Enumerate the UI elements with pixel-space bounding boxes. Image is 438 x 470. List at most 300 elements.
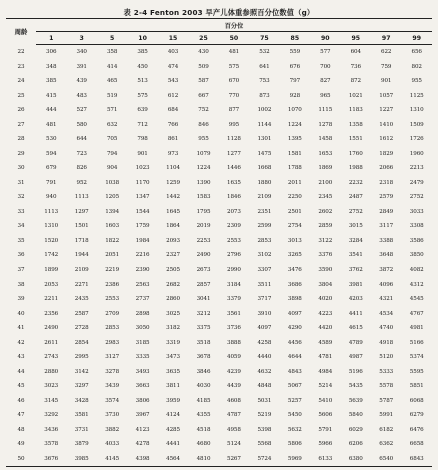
value-cell: 3561 — [227, 310, 241, 317]
value-cell: 3762 — [348, 266, 363, 273]
table-row — [6, 263, 432, 278]
week-cell: 46 — [17, 397, 25, 404]
value-cell: 3581 — [74, 412, 89, 419]
value-cell: 3882 — [105, 426, 120, 433]
value-cell: 4615 — [348, 325, 363, 332]
week-cell: 45 — [17, 383, 25, 390]
value-cell: 3013 — [287, 237, 302, 244]
value-cell: 3388 — [379, 237, 394, 244]
table-row — [6, 451, 432, 466]
value-cell: 5966 — [318, 441, 333, 448]
table-row — [6, 379, 432, 394]
value-cell: 4285 — [166, 426, 180, 433]
value-cell: 3025 — [166, 310, 180, 317]
table-row — [6, 89, 432, 104]
value-cell: 1446 — [227, 165, 241, 172]
value-cell: 2386 — [105, 281, 120, 288]
value-cell: 2682 — [166, 281, 180, 288]
value-cell: 612 — [167, 92, 179, 99]
value-cell: 5969 — [287, 455, 302, 462]
value-cell: 5787 — [379, 397, 394, 404]
value-cell: 4440 — [257, 354, 272, 361]
value-cell: 2109 — [74, 266, 89, 273]
value-cell: 575 — [137, 92, 148, 99]
value-cell: 5067 — [287, 383, 302, 390]
value-cell: 6029 — [348, 426, 363, 433]
value-cell: 3511 — [257, 281, 272, 288]
percentile-header: 97 — [371, 32, 401, 45]
percentile-header: 25 — [188, 32, 218, 45]
value-cell: 2109 — [257, 194, 272, 201]
value-cell: 2579 — [379, 194, 394, 201]
value-cell: 2253 — [196, 237, 211, 244]
value-cell: 3375 — [196, 325, 211, 332]
value-cell: 798 — [137, 136, 148, 143]
week-cell: 27 — [17, 121, 25, 128]
value-cell: 543 — [167, 78, 179, 85]
value-cell: 2860 — [166, 296, 180, 303]
value-cell: 5333 — [379, 368, 394, 375]
value-cell: 2051 — [105, 252, 120, 259]
value-cell: 5632 — [287, 426, 302, 433]
week-cell: 50 — [17, 455, 25, 462]
value-cell: 3335 — [135, 354, 150, 361]
value-cell: 4278 — [135, 441, 150, 448]
value-cell: 2490 — [44, 325, 59, 332]
value-cell: 340 — [76, 49, 87, 56]
value-cell: 1079 — [196, 150, 211, 157]
week-cell: 24 — [17, 78, 25, 85]
value-cell: 2553 — [105, 296, 120, 303]
value-cell: 3307 — [257, 266, 272, 273]
value-cell: 2345 — [318, 194, 333, 201]
value-cell: 1726 — [409, 136, 424, 143]
value-cell: 1227 — [379, 107, 394, 114]
value-cell: 1021 — [348, 92, 363, 99]
percentile-table — [6, 18, 432, 467]
value-cell: 641 — [259, 63, 270, 70]
value-cell: 604 — [350, 49, 361, 56]
value-cell: 1899 — [44, 266, 59, 273]
value-cell: 513 — [137, 78, 148, 85]
value-cell: 3182 — [166, 325, 180, 332]
percentile-header: 1 — [36, 32, 66, 45]
value-cell: 2853 — [105, 325, 120, 332]
value-cell: 5257 — [287, 397, 302, 404]
value-cell: 1520 — [44, 237, 59, 244]
percentile-header: 15 — [158, 32, 188, 45]
value-cell: 1653 — [318, 150, 333, 157]
header-row-percentiles — [6, 32, 432, 45]
value-cell: 3635 — [166, 368, 180, 375]
value-cell: 3376 — [318, 252, 333, 259]
value-cell: 5724 — [257, 455, 272, 462]
value-cell: 348 — [46, 63, 57, 70]
value-cell: 1277 — [227, 150, 241, 157]
value-cell: 759 — [381, 63, 392, 70]
value-cell: 4518 — [196, 426, 211, 433]
table-row — [6, 219, 432, 234]
value-cell: 444 — [46, 107, 57, 114]
value-cell: 2849 — [379, 208, 394, 215]
value-cell: 1501 — [74, 223, 89, 230]
value-cell: 5214 — [318, 383, 333, 390]
value-cell: 509 — [198, 63, 209, 70]
value-cell: 587 — [198, 78, 209, 85]
value-cell: 1742 — [44, 252, 59, 259]
value-cell: 3663 — [135, 383, 150, 390]
value-cell: 2587 — [74, 310, 89, 317]
percentile-header: 10 — [127, 32, 157, 45]
value-cell: 3590 — [318, 266, 333, 273]
value-cell: 4258 — [257, 339, 272, 346]
value-cell: 3731 — [74, 426, 89, 433]
table-row — [6, 118, 432, 133]
value-cell: 1310 — [44, 223, 59, 230]
value-cell: 676 — [289, 63, 301, 70]
value-cell: 3518 — [196, 339, 211, 346]
table-row — [6, 147, 432, 162]
value-cell: 4981 — [409, 325, 424, 332]
value-cell: 3730 — [105, 412, 120, 419]
value-cell: 385 — [137, 49, 148, 56]
value-cell: 3586 — [409, 237, 424, 244]
value-cell: 2854 — [74, 339, 89, 346]
value-cell: 2737 — [135, 296, 150, 303]
value-cell: 3050 — [135, 325, 150, 332]
value-cell: 1070 — [287, 107, 302, 114]
value-cell: 5166 — [409, 339, 424, 346]
value-cell: 2754 — [287, 223, 302, 230]
table-row — [6, 248, 432, 263]
value-cell: 4848 — [257, 383, 272, 390]
value-cell: 306 — [46, 49, 57, 56]
value-cell: 3717 — [257, 296, 272, 303]
value-cell: 4987 — [348, 354, 363, 361]
value-cell: 2599 — [257, 223, 272, 230]
table-row — [6, 422, 432, 437]
value-cell: 2505 — [166, 266, 180, 273]
value-cell: 5840 — [348, 412, 363, 419]
week-cell: 37 — [17, 266, 25, 273]
value-cell: 4810 — [196, 455, 211, 462]
value-cell: 1759 — [135, 223, 150, 230]
value-cell: 622 — [381, 49, 392, 56]
value-cell: 4096 — [379, 281, 394, 288]
percentile-header: 99 — [401, 32, 432, 45]
value-cell: 4312 — [409, 281, 424, 288]
value-cell: 3578 — [44, 441, 59, 448]
value-cell: 1023 — [135, 165, 150, 172]
value-cell: 1846 — [227, 194, 241, 201]
table-row — [6, 205, 432, 220]
value-cell: 594 — [46, 150, 57, 157]
value-cell: 2990 — [227, 266, 241, 273]
value-cell: 700 — [320, 63, 331, 70]
table-body — [6, 45, 432, 467]
value-cell: 3736 — [227, 325, 241, 332]
value-cell: 2356 — [44, 310, 59, 317]
value-cell: 3804 — [318, 281, 333, 288]
value-cell: 3308 — [409, 223, 424, 230]
value-cell: 2390 — [135, 266, 150, 273]
value-cell: 644 — [76, 136, 87, 143]
value-cell: 439 — [76, 78, 87, 85]
value-cell: 4030 — [196, 383, 211, 390]
value-cell: 1224 — [196, 165, 211, 172]
value-cell: 2743 — [44, 354, 59, 361]
table-row — [6, 60, 432, 75]
week-cell: 44 — [17, 368, 25, 375]
value-cell: 1170 — [135, 179, 150, 186]
value-cell: 3428 — [74, 397, 89, 404]
value-cell: 4767 — [409, 310, 424, 317]
table-row — [6, 364, 432, 379]
value-cell: 3142 — [74, 368, 89, 375]
value-cell: 1297 — [74, 208, 89, 215]
value-cell: 2327 — [166, 252, 180, 259]
value-cell: 3898 — [287, 296, 302, 303]
value-cell: 3959 — [166, 397, 180, 404]
value-cell: 791 — [46, 179, 57, 186]
value-cell: 955 — [198, 136, 209, 143]
value-cell: 450 — [137, 63, 148, 70]
value-cell: 3910 — [257, 310, 272, 317]
value-cell: 2995 — [74, 354, 89, 361]
value-cell: 4223 — [318, 310, 333, 317]
header-row-group — [6, 19, 432, 32]
value-cell: 2857 — [196, 281, 211, 288]
table-row — [6, 408, 432, 423]
value-cell: 3292 — [44, 412, 59, 419]
value-cell: 4097 — [257, 325, 272, 332]
value-cell: 705 — [106, 136, 118, 143]
value-cell: 1347 — [135, 194, 150, 201]
value-cell: 530 — [46, 136, 57, 143]
value-cell: 2479 — [409, 179, 424, 186]
value-cell: 794 — [106, 150, 118, 157]
value-cell: 904 — [106, 165, 118, 172]
week-cell: 33 — [17, 208, 25, 215]
value-cell: 5568 — [257, 441, 272, 448]
table-row — [6, 161, 432, 176]
value-cell: 5991 — [379, 412, 394, 419]
week-cell: 36 — [17, 252, 25, 259]
week-cell: 35 — [17, 237, 25, 244]
value-cell: 4321 — [379, 296, 394, 303]
table-caption: 表 2-4 Fenton 2003 早产儿体重参照百分位数值（g） — [123, 8, 315, 17]
value-cell: 3493 — [135, 368, 150, 375]
value-cell: 1475 — [257, 150, 272, 157]
value-cell: 3033 — [409, 208, 424, 215]
table-row — [6, 321, 432, 336]
value-cell: 2728 — [74, 325, 89, 332]
value-cell: 1829 — [379, 150, 394, 157]
table-row — [6, 74, 432, 89]
value-cell: 2898 — [135, 310, 150, 317]
value-cell: 2611 — [44, 339, 59, 346]
value-cell: 2093 — [166, 237, 180, 244]
value-cell: 527 — [76, 107, 87, 114]
value-cell: 3888 — [227, 339, 241, 346]
value-cell: 6206 — [348, 441, 363, 448]
percentile-group-header: 百分位 — [36, 19, 432, 32]
value-cell: 1394 — [105, 208, 120, 215]
value-cell: 1822 — [105, 237, 120, 244]
value-cell: 3023 — [44, 383, 59, 390]
value-cell: 481 — [46, 121, 57, 128]
value-cell: 679 — [46, 165, 57, 172]
value-cell: 3806 — [135, 397, 150, 404]
value-cell: 4740 — [379, 325, 394, 332]
value-cell: 2487 — [348, 194, 363, 201]
value-cell: 1113 — [74, 194, 89, 201]
value-cell: 952 — [76, 179, 87, 186]
value-cell: 4644 — [287, 354, 302, 361]
value-cell: 2501 — [287, 208, 302, 215]
value-cell: 6476 — [409, 426, 424, 433]
value-cell: 1603 — [105, 223, 120, 230]
value-cell: 403 — [167, 49, 179, 56]
value-cell: 571 — [106, 107, 118, 114]
value-cell: 2271 — [74, 281, 89, 288]
value-cell: 5806 — [287, 441, 302, 448]
table-row — [6, 350, 432, 365]
value-cell: 940 — [46, 194, 57, 201]
value-cell: 802 — [411, 63, 422, 70]
value-cell: 1128 — [227, 136, 241, 143]
value-cell: 6540 — [379, 455, 394, 462]
value-cell: 1390 — [196, 179, 211, 186]
value-cell: 2563 — [135, 281, 150, 288]
value-cell: 430 — [198, 49, 209, 56]
week-cell: 28 — [17, 136, 25, 143]
value-cell: 1960 — [409, 150, 424, 157]
value-cell: 4020 — [318, 296, 333, 303]
value-cell: 2232 — [348, 179, 363, 186]
value-cell: 1988 — [348, 165, 363, 172]
value-cell: 1869 — [318, 165, 333, 172]
value-cell: 3379 — [227, 296, 241, 303]
value-cell: 6182 — [379, 426, 394, 433]
value-cell: 5578 — [379, 383, 394, 390]
table-row — [6, 176, 432, 191]
value-cell: 1795 — [196, 208, 211, 215]
value-cell: 1551 — [348, 136, 363, 143]
value-cell: 4355 — [196, 412, 211, 419]
week-cell: 25 — [17, 92, 25, 99]
value-cell: 1581 — [287, 150, 302, 157]
value-cell: 3476 — [287, 266, 302, 273]
value-cell: 1115 — [318, 107, 333, 114]
value-cell: 684 — [167, 107, 179, 114]
table-row — [6, 393, 432, 408]
value-cell: 3967 — [135, 412, 150, 419]
value-cell: 873 — [259, 92, 270, 99]
value-cell: 4787 — [227, 412, 241, 419]
value-cell: 4203 — [348, 296, 363, 303]
week-cell: 30 — [17, 165, 25, 172]
value-cell: 4564 — [166, 455, 180, 462]
value-cell: 3015 — [348, 223, 363, 230]
value-cell: 5791 — [318, 426, 333, 433]
value-cell: 4984 — [318, 368, 333, 375]
value-cell: 4958 — [227, 426, 241, 433]
percentile-header: 95 — [341, 32, 371, 45]
value-cell: 2435 — [74, 296, 89, 303]
value-cell: 4033 — [105, 441, 120, 448]
value-cell: 2602 — [318, 208, 333, 215]
week-cell: 42 — [17, 339, 25, 346]
value-cell: 3473 — [166, 354, 180, 361]
value-cell: 1183 — [348, 107, 363, 114]
week-cell: 31 — [17, 179, 25, 186]
value-cell: 723 — [76, 150, 87, 157]
value-cell: 5219 — [257, 412, 272, 419]
value-cell: 2250 — [287, 194, 302, 201]
value-cell: 4059 — [227, 354, 241, 361]
value-cell: 955 — [411, 78, 422, 85]
table-row — [6, 45, 432, 60]
value-cell: 5606 — [318, 412, 333, 419]
table-row — [6, 103, 432, 118]
value-cell: 3212 — [196, 310, 211, 317]
value-cell: 1301 — [257, 136, 272, 143]
value-cell: 4680 — [196, 441, 211, 448]
value-cell: 3648 — [379, 252, 394, 259]
value-cell: 3041 — [196, 296, 211, 303]
value-cell: 3117 — [379, 223, 394, 230]
value-cell: 712 — [137, 121, 148, 128]
week-cell: 26 — [17, 107, 25, 114]
value-cell: 1104 — [166, 165, 180, 172]
value-cell: 6362 — [379, 441, 394, 448]
value-cell: 2213 — [409, 165, 424, 172]
value-cell: 414 — [106, 63, 118, 70]
week-cell: 22 — [17, 49, 25, 55]
week-cell: 48 — [17, 426, 25, 433]
value-cell: 1880 — [257, 179, 272, 186]
value-cell: 3574 — [105, 397, 120, 404]
value-cell: 391 — [76, 63, 87, 70]
week-cell: 49 — [17, 441, 25, 448]
value-cell: 2318 — [379, 179, 394, 186]
percentile-header: 3 — [66, 32, 96, 45]
value-cell: 2211 — [44, 296, 59, 303]
value-cell: 4123 — [135, 426, 150, 433]
value-cell: 3184 — [227, 281, 241, 288]
value-cell: 1278 — [318, 121, 333, 128]
percentile-header: 50 — [219, 32, 249, 45]
value-cell: 965 — [320, 92, 331, 99]
value-cell: 5595 — [409, 368, 424, 375]
value-cell: 1864 — [166, 223, 180, 230]
value-cell: 4608 — [227, 397, 241, 404]
value-cell: 3278 — [105, 368, 120, 375]
table-row — [6, 234, 432, 249]
percentile-header: 75 — [249, 32, 279, 45]
value-cell: 519 — [106, 92, 118, 99]
value-cell: 770 — [228, 92, 240, 99]
value-cell: 4411 — [348, 310, 363, 317]
value-cell: 4124 — [166, 412, 180, 419]
value-cell: 2219 — [105, 266, 120, 273]
value-cell: 2490 — [196, 252, 211, 259]
value-cell: 670 — [228, 78, 240, 85]
value-cell: 3811 — [166, 383, 180, 390]
value-cell: 483 — [76, 92, 87, 99]
value-cell: 4789 — [348, 339, 363, 346]
